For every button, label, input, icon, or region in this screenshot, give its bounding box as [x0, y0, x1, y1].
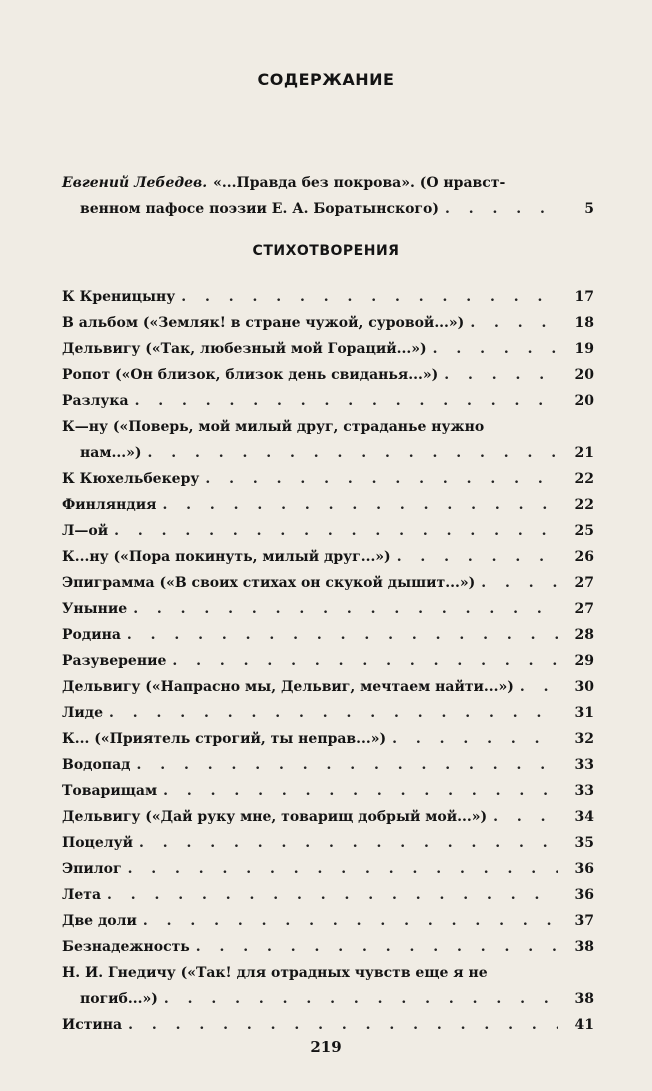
toc-page-number: 26: [574, 549, 594, 565]
toc-entry-title: К...ну («Пора покинуть, милый друг...»): [62, 549, 391, 565]
toc-entry: [62, 882, 594, 908]
toc-entry: [62, 284, 594, 310]
toc-page-number: 28: [574, 627, 594, 643]
toc-entry: [62, 856, 594, 882]
section-heading: СТИХОТВОРЕНИЯ: [252, 243, 400, 259]
dot-leader: [172, 648, 558, 674]
dot-leader: [135, 388, 558, 414]
toc-page-number: 27: [574, 575, 594, 591]
toc-entry-title: Дельвигу («Дай руку мне, товарищ добрый мой...»): [62, 809, 488, 825]
toc-page-number: 36: [574, 861, 594, 877]
toc-entry-title: Две доли: [62, 913, 137, 929]
dot-leader: [162, 492, 558, 518]
toc-entry-title: Разлука: [62, 393, 129, 409]
dot-leader: [114, 518, 558, 544]
toc-entry: [62, 934, 594, 960]
toc-entry-title: Безнадежность: [62, 939, 190, 955]
toc-entry-title: Поцелуй: [62, 835, 134, 851]
toc-entry-title: Уныние: [62, 601, 128, 617]
toc-page-number: 19: [574, 341, 594, 357]
intro-author: Евгений Лебедев.: [62, 175, 208, 191]
toc-page-number: 22: [574, 471, 594, 487]
toc-entry-title: Л—ой: [62, 523, 109, 539]
toc-page-number: 30: [574, 679, 594, 695]
toc-page-number: 37: [574, 913, 594, 929]
dot-leader: [444, 362, 558, 388]
toc-entry-title: Ропот («Он близок, близок день свиданья...»): [62, 367, 439, 383]
toc-page-number: 32: [574, 731, 594, 747]
toc-entry-title: Водопад: [62, 757, 131, 773]
dot-leader: [493, 804, 558, 830]
toc-page-number: 33: [574, 757, 594, 773]
dot-leader: [196, 934, 558, 960]
toc-page-number: 17: [574, 289, 594, 305]
toc-entry: [62, 778, 594, 804]
toc-page-number: 31: [574, 705, 594, 721]
toc-page-number: 38: [574, 991, 594, 1007]
dot-leader: [445, 196, 558, 222]
toc-entry: [62, 362, 594, 388]
toc-entry: [62, 544, 594, 570]
dot-leader: [109, 700, 558, 726]
toc-entry-title: Эпиграмма («В своих стихах он скукой дышит...»): [62, 575, 476, 591]
page-number-footer: 219: [310, 1038, 342, 1056]
dot-leader: [137, 752, 559, 778]
toc-page-number: 20: [574, 393, 594, 409]
toc-entry: [62, 830, 594, 856]
toc-entry: [62, 518, 594, 544]
toc-page-number: 21: [574, 445, 594, 461]
dot-leader: [433, 336, 558, 362]
dot-leader: [181, 284, 558, 310]
toc-page-number: 41: [574, 1017, 594, 1033]
page-title: СОДЕРЖАНИЕ: [257, 70, 395, 89]
toc-entry: [62, 1012, 594, 1038]
dot-leader: [392, 726, 558, 752]
toc-page-number: 25: [574, 523, 594, 539]
toc-entry-title: К—ну («Поверь, мой милый друг, страданье нужно: [62, 419, 485, 435]
toc-entry-title: В альбом («Земляк! в стране чужой, суровой...»): [62, 315, 465, 331]
toc-entry: [62, 752, 594, 778]
intro-text-line1: «...Правда без покрова». (О нравст-: [213, 175, 506, 191]
dot-leader: [139, 830, 558, 856]
toc-page-number: 33: [574, 783, 594, 799]
dot-leader: [107, 882, 558, 908]
toc-page-number: 20: [574, 367, 594, 383]
dot-leader: [205, 466, 558, 492]
toc-entry-title-continuation: нам...»): [80, 445, 142, 461]
toc-page-number: 36: [574, 887, 594, 903]
intro-page-number: 5: [584, 201, 594, 217]
dot-leader: [481, 570, 558, 596]
toc-entry: [62, 336, 594, 362]
toc-entry: [62, 622, 594, 648]
toc-entry-title: Н. И. Гнедичу («Так! для отрадных чувств еще я не: [62, 965, 488, 981]
toc-page-number: 34: [574, 809, 594, 825]
toc-entry: [62, 388, 594, 414]
toc-entry: [62, 414, 594, 466]
toc-entry: [62, 570, 594, 596]
toc-entry-title: Дельвигу («Так, любезный мой Гораций...»): [62, 341, 427, 357]
toc-entry: [62, 804, 594, 830]
dot-leader: [520, 674, 558, 700]
toc-entry-title: К Креницыну: [62, 289, 176, 305]
dot-leader: [143, 908, 558, 934]
contents-list: [62, 284, 594, 1038]
dot-leader: [397, 544, 558, 570]
toc-entry-title: Эпилог: [62, 861, 122, 877]
dot-leader: [133, 596, 558, 622]
dot-leader: [163, 778, 558, 804]
toc-entry: [62, 700, 594, 726]
dot-leader: [164, 986, 558, 1012]
dot-leader: [127, 622, 558, 648]
toc-entry-title: Разуверение: [62, 653, 167, 669]
toc-entry-title-continuation: погиб...»): [80, 991, 158, 1007]
toc-entry: [62, 726, 594, 752]
toc-entry: [62, 310, 594, 336]
toc-entry-title: Родина: [62, 627, 121, 643]
dot-leader: [147, 440, 558, 466]
toc-entry-title: К Кюхельбекеру: [62, 471, 200, 487]
toc-entry-title: К... («Приятель строгий, ты неправ...»): [62, 731, 387, 747]
toc-entry: [62, 648, 594, 674]
toc-entry-title: Лиде: [62, 705, 104, 721]
toc-entry: [62, 492, 594, 518]
dot-leader: [470, 310, 558, 336]
toc-entry-title: Финляндия: [62, 497, 157, 513]
toc-entry-title: Товарищам: [62, 783, 158, 799]
dot-leader: [128, 856, 558, 882]
toc-page-number: 22: [574, 497, 594, 513]
toc-page-number: 29: [574, 653, 594, 669]
toc-page-number: 27: [574, 601, 594, 617]
toc-page-number: 18: [574, 315, 594, 331]
toc-entry-title: Дельвигу («Напрасно мы, Дельвиг, мечтаем найти...»): [62, 679, 514, 695]
toc-entry: [62, 466, 594, 492]
toc-entry: [62, 960, 594, 1012]
toc-entry: [62, 596, 594, 622]
intro-text-line2: венном пафосе поэзии Е. А. Боратынского): [80, 201, 439, 217]
intro-entry: [62, 170, 594, 222]
toc-page-number: 38: [574, 939, 594, 955]
toc-page-number: 35: [574, 835, 594, 851]
toc-entry: [62, 674, 594, 700]
toc-entry-title: Истина: [62, 1017, 123, 1033]
dot-leader: [128, 1012, 558, 1038]
toc-entry: [62, 908, 594, 934]
toc-entry-title: Лета: [62, 887, 102, 903]
